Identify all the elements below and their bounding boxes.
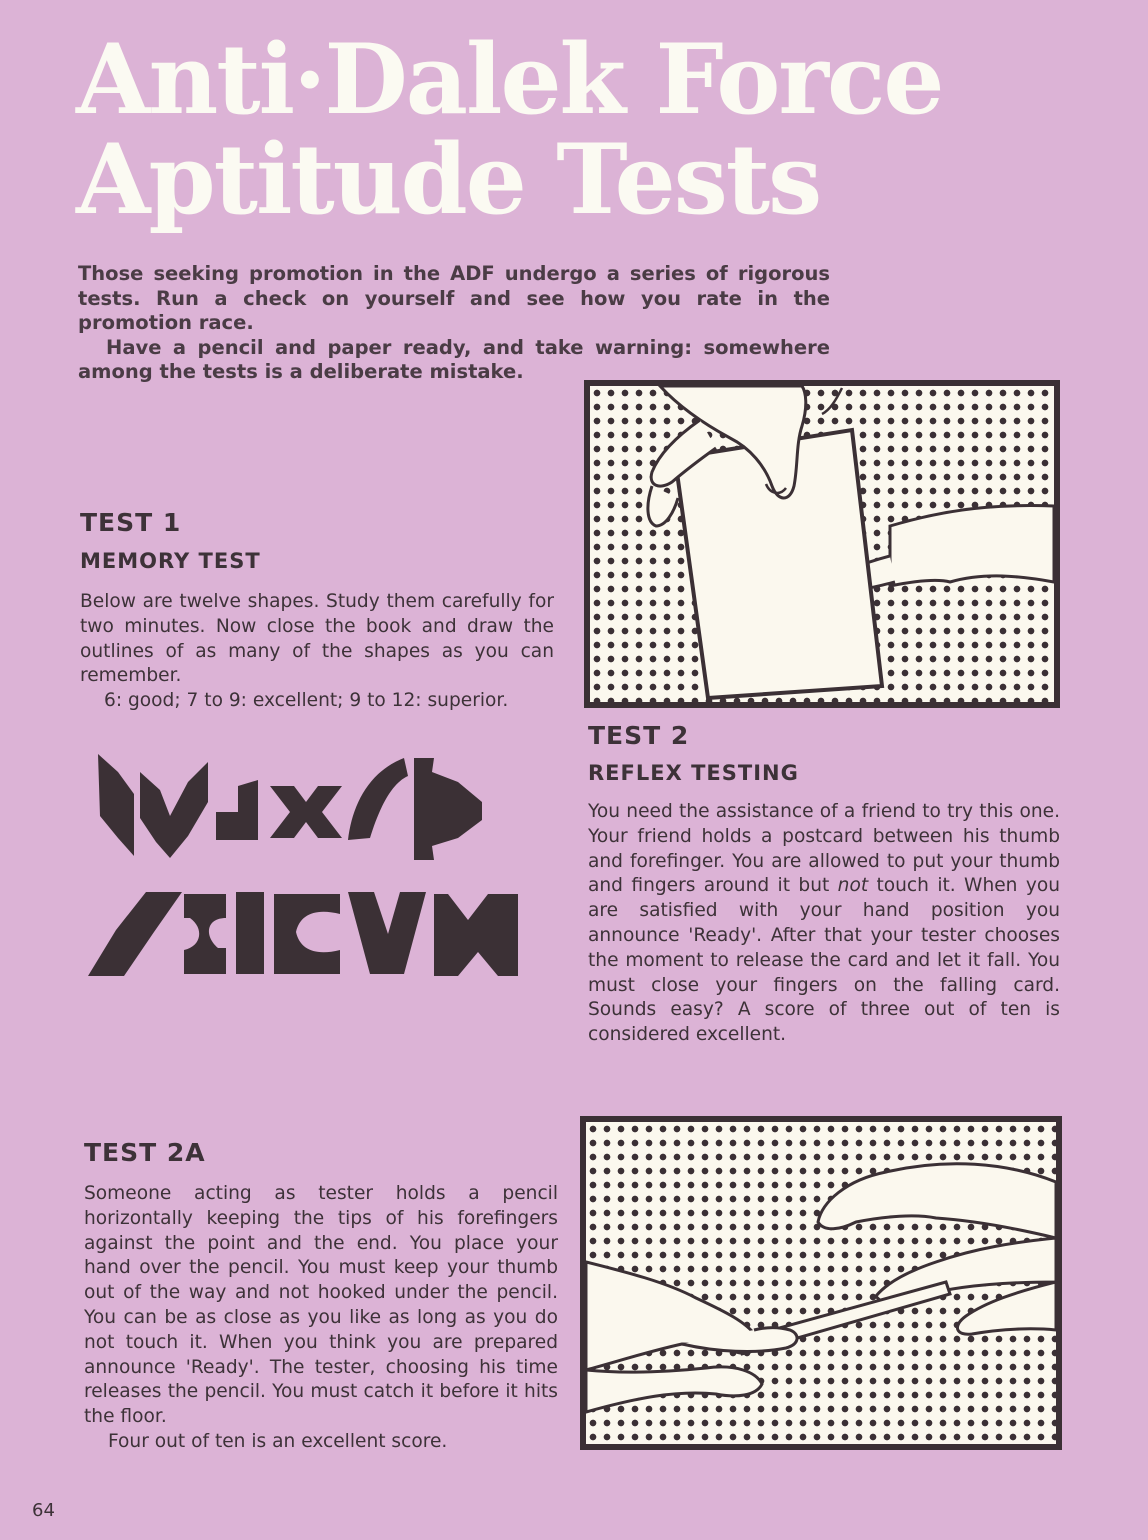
pencil-illustration [580,1116,1062,1450]
test-2-body [588,800,1060,1048]
memory-shape-6 [414,758,482,860]
postcard-illustration [584,380,1060,708]
memory-shape-9 [236,892,264,974]
memory-shape-2 [140,762,208,858]
intro-paragraph-1: Those seeking promotion in the ADF undergo a series of rigorous tests. Run a check on yourself and see how you rate in the promotion race. [78,262,830,334]
test-2a-score: Four out of ten is an excellent score. [108,1430,448,1452]
intro-paragraph-2: Have a pencil and paper ready, and take warning: somewhere among the tests is a deliberate mistake. [78,335,830,383]
test-1-heading: TEST 1 [80,508,182,537]
test-2-heading: TEST 2 [588,721,690,750]
title-line-1: Anti·Dalek Force [76,23,943,136]
memory-shapes [78,742,552,982]
memory-shape-4 [270,786,342,838]
postcard-hands-drawing [590,386,1054,702]
test-2-emphasis: not [837,875,869,897]
memory-shape-1 [98,754,134,856]
memory-shape-3 [216,780,258,840]
page-number: 64 [32,1500,55,1521]
test-2-text-end: touch it. When you are satisfied with your hand position you announce 'Ready'. After that your tester chooses the moment to release the card and let it fall. You must close your fingers on the falling card. Sounds easy? A score of three out of ten is considered excellent. [588,875,1060,1046]
test-2a-body [84,1182,558,1455]
test-1-subheading: MEMORY TEST [80,549,261,573]
test-1-scores: 6: good; 7 to 9: excellent; 9 to 12: superior. [104,690,509,712]
test-2a-instructions: Someone acting as tester holds a pencil horizontally keeping the tips of his forefingers against the point and the end. You place your hand over the pencil. You must keep your thumb out of the way and not hooked under the pencil. You can be as close as you like as long as you do not touch it. When you think you are prepared announce 'Ready'. The tester, choosing his time releases the pencil. You must catch it before it hits the floor. [84,1183,558,1428]
test-1-instructions: Below are twelve shapes. Study them carefully for two minutes. Now close the book and draw the outlines of as many of the shapes as you can remember. [80,591,554,687]
test-2a-heading: TEST 2A [84,1138,206,1167]
test-2-subheading: REFLEX TESTING [588,761,799,785]
intro-text [78,262,830,385]
memory-shape-8 [184,894,226,974]
memory-shape-11 [348,892,426,974]
memory-shape-5 [348,758,408,840]
memory-shape-7 [88,892,182,976]
memory-shape-10 [274,894,340,974]
page-title [76,23,943,236]
memory-shape-12 [434,894,518,976]
title-line-2: Aptitude Tests [76,123,821,236]
test-1-body [80,590,554,714]
test-2-instructions [588,800,1060,1048]
test-2-text-start: You need the assistance of a friend to try this one. Your friend holds a postcard between his thumb and forefinger. You are allowed to put your thumb and fingers around it but [588,801,1060,897]
pencil-hands-drawing [586,1122,1056,1444]
